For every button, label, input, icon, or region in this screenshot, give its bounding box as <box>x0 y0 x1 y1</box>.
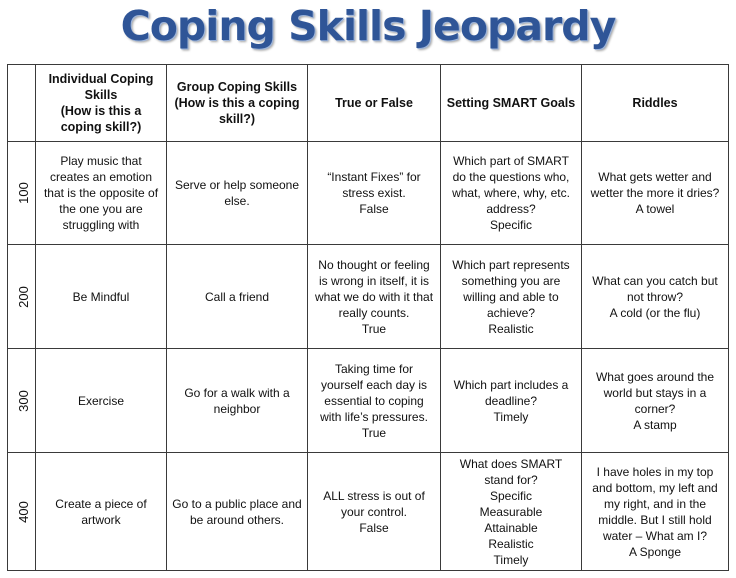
point-value-cell <box>8 453 36 571</box>
clue-cell: ALL stress is out of your control. False <box>308 453 441 571</box>
clue-cell: “Instant Fixes” for stress exist. False <box>308 141 441 245</box>
clue-cell: Be Mindful <box>36 245 167 349</box>
clue-cell: What does SMART stand for? Specific Measurable Attainable Realistic Timely <box>441 453 582 571</box>
clue-cell: Which part of SMART do the questions who, what, where, why, etc. address? Specific <box>441 141 582 245</box>
table-row <box>8 453 729 571</box>
point-value: 400 <box>15 500 31 523</box>
table-row <box>8 245 729 349</box>
clue-cell: Taking time for yourself each day is essential to coping with life’s pressures. True <box>308 349 441 453</box>
point-value-cell <box>8 245 36 349</box>
column-header: Group Coping Skills (How is this a coping skill?) <box>167 65 308 142</box>
page-title: Coping Skills Jeopardy <box>120 2 616 50</box>
clue-cell: What gets wetter and wetter the more it dries? A towel <box>582 141 729 245</box>
column-header: Individual Coping Skills (How is this a coping skill?) <box>36 65 167 142</box>
clue-cell: Which part represents something you are willing and able to achieve? Realistic <box>441 245 582 349</box>
point-value-cell <box>8 141 36 245</box>
point-value: 300 <box>15 389 31 412</box>
clue-cell: Serve or help someone else. <box>167 141 308 245</box>
clue-cell: What goes around the world but stays in a corner? A stamp <box>582 349 729 453</box>
clue-cell: Call a friend <box>167 245 308 349</box>
point-value-cell <box>8 349 36 453</box>
column-header: Setting SMART Goals <box>441 65 582 142</box>
point-value: 100 <box>15 182 31 204</box>
table-row <box>8 349 729 453</box>
clue-cell: Play music that creates an emotion that is the opposite of the one you are struggling with <box>36 141 167 245</box>
table-row <box>8 141 729 245</box>
clue-cell: Which part includes a deadline? Timely <box>441 349 582 453</box>
clue-cell: Exercise <box>36 349 167 453</box>
jeopardy-board <box>7 64 729 571</box>
column-header: True or False <box>308 65 441 142</box>
column-header: Riddles <box>582 65 729 142</box>
clue-cell: What can you catch but not throw? A cold (or the flu) <box>582 245 729 349</box>
clue-cell: Go to a public place and be around others. <box>167 453 308 571</box>
clue-cell: Go for a walk with a neighbor <box>167 349 308 453</box>
clue-cell: I have holes in my top and bottom, my left and my right, and in the middle. But I still hold water – What am I? A Sponge <box>582 453 729 571</box>
header-row <box>8 65 729 142</box>
point-value: 200 <box>15 285 31 308</box>
corner-cell <box>8 65 36 142</box>
clue-cell: Create a piece of artwork <box>36 453 167 571</box>
clue-cell: No thought or feeling is wrong in itself, it is what we do with it that really counts. True <box>308 245 441 349</box>
